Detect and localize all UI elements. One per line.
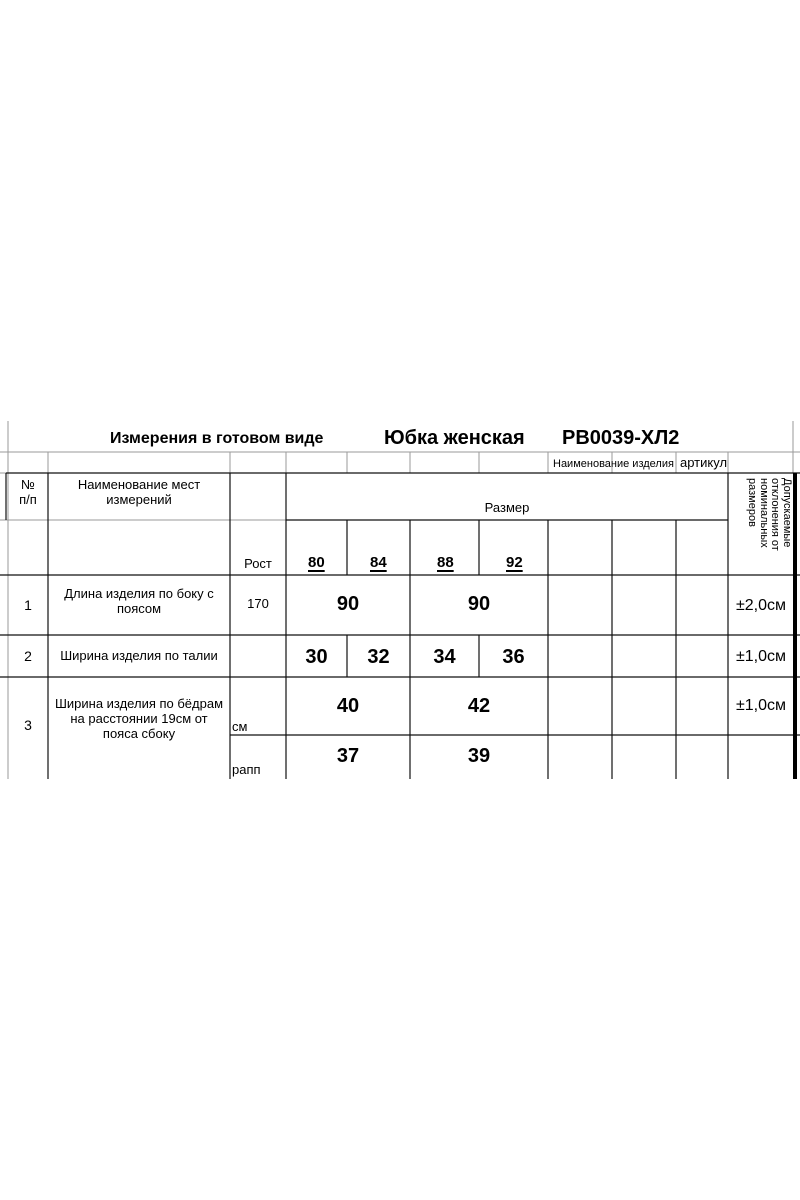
row3-name: Ширина изделия по бёдрам на расстоянии 19см от пояса сбоку: [54, 696, 224, 741]
col-size-header: Размер: [484, 500, 530, 515]
size-84: 84: [370, 554, 387, 571]
row2-value-92: 36: [502, 646, 525, 668]
row1-name: Длина изделия по боку с поясом: [64, 586, 214, 616]
row2-tolerance: ±1,0см: [736, 648, 787, 665]
row2-value-84: 32: [367, 646, 390, 668]
row1-num: 1: [24, 597, 32, 613]
row1-tolerance: ±2,0см: [736, 597, 787, 614]
product-type: Юбка женская: [384, 427, 525, 449]
row3-value-80-84: 40: [336, 695, 360, 717]
row3-value-88-92: 42: [467, 695, 491, 717]
row2-value-88: 34: [433, 646, 456, 668]
size-80: 80: [308, 554, 325, 571]
col-name-header: Наименование мест измерений: [77, 477, 201, 507]
col-tolerance-header: Допускаемые отклонения от номинальных размеров: [746, 478, 793, 551]
row3-height-unit: см: [232, 719, 248, 734]
size-92: 92: [506, 554, 523, 571]
row2-name: Ширина изделия по талии: [60, 648, 218, 663]
row2-num: 2: [24, 648, 32, 664]
row1-value-80-84: 90: [336, 593, 360, 615]
row2-value-80: 30: [305, 646, 328, 668]
row1-value-88-92: 90: [467, 593, 491, 615]
article-code: РВ0039-ХЛ2: [562, 427, 680, 449]
product-name-label: Наименование изделия: [553, 458, 674, 470]
row4-height-unit: рапп: [232, 762, 261, 777]
row3-tolerance: ±1,0см: [736, 697, 787, 714]
row4-value-80-84: 37: [336, 745, 360, 767]
row1-height: 170: [247, 596, 269, 611]
size-88: 88: [437, 554, 454, 571]
measurement-table-image: [0, 421, 800, 779]
sheet-title: Измерения в готовом виде: [110, 430, 324, 447]
row4-value-88-92: 39: [467, 745, 491, 767]
row3-num: 3: [24, 717, 32, 733]
col-num-header: № п/п: [19, 477, 37, 507]
article-label: артикул: [680, 455, 728, 470]
col-height-header: Рост: [244, 556, 272, 571]
